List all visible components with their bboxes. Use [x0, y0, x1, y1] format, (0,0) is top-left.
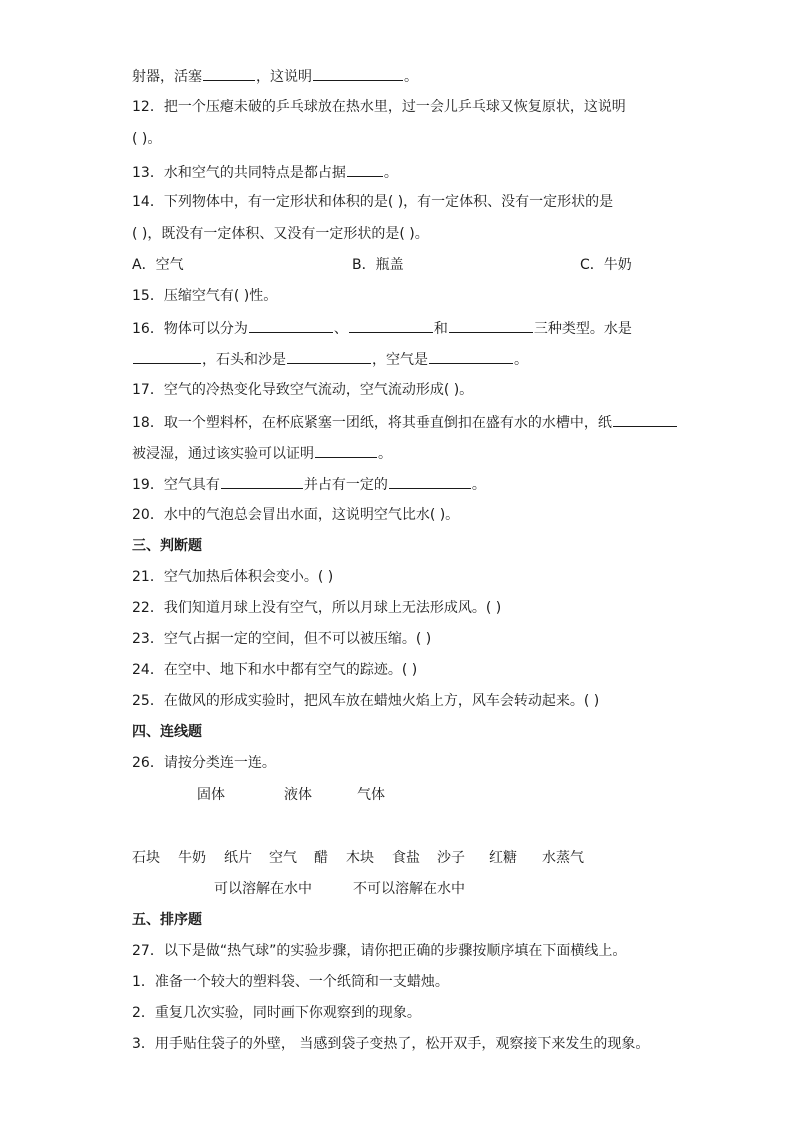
answer-blank[interactable]: [133, 349, 201, 364]
item-wood[interactable]: 木块: [346, 850, 374, 866]
q19-text-3: 。: [471, 477, 486, 493]
answer-blank[interactable]: [429, 349, 513, 364]
q16-text-5: ，石头和沙是: [202, 352, 286, 368]
q11-text-b: ，这说明: [256, 69, 312, 85]
q11-text-a: 射器，活塞: [132, 69, 202, 85]
q16-text-3: 和: [433, 321, 448, 337]
q16-text-4: 三种类型。水是: [533, 321, 632, 337]
option-c[interactable]: C．牛奶: [580, 257, 632, 273]
answer-blank[interactable]: [349, 318, 433, 333]
q19-text-1: 19．空气具有: [132, 477, 220, 493]
q16-text-2: 、: [333, 321, 348, 337]
item-air[interactable]: 空气: [269, 850, 297, 866]
item-sand[interactable]: 沙子: [437, 850, 465, 866]
category-soluble[interactable]: 可以溶解在水中: [214, 881, 312, 897]
q13-text: 13．水和空气的共同特点是都占据: [132, 165, 346, 181]
step-2: 2．重复几次实验，同时画下你观察到的现象。: [132, 1005, 421, 1021]
q15: 15．压缩空气有( )性。: [132, 288, 278, 304]
q19: [132, 474, 486, 494]
q16-line2: [132, 349, 528, 369]
q18-text-2: 被浸湿，通过该实验可以证明: [132, 446, 314, 462]
answer-blank[interactable]: [203, 66, 255, 81]
q13-end: 。: [383, 165, 398, 181]
section-3-heading: 三、判断题: [132, 538, 202, 554]
category-gas[interactable]: 气体: [357, 787, 385, 803]
q18-line2: [132, 443, 392, 463]
step-3: 3．用手贴住袋子的外壁， 当感到袋子变热了，松开双手，观察接下来发生的现象。: [132, 1036, 650, 1052]
q18-text-1: 18．取一个塑料杯，在杯底紧塞一团纸，将其垂直倒扣在盛有水的水槽中，纸: [132, 415, 612, 431]
answer-blank[interactable]: [313, 66, 403, 81]
q16-text-1: 16．物体可以分为: [132, 321, 248, 337]
q23: 23．空气占据一定的空间，但不可以被压缩。( ): [132, 631, 432, 647]
answer-blank[interactable]: [249, 318, 333, 333]
answer-blank[interactable]: [315, 443, 377, 458]
item-vinegar[interactable]: 醋: [314, 850, 328, 866]
q16-text-7: 。: [514, 352, 528, 368]
q22: 22．我们知道月球上没有空气，所以月球上无法形成风。( ): [132, 600, 502, 616]
item-milk[interactable]: 牛奶: [178, 850, 206, 866]
q12-line2: ( )。: [132, 131, 162, 147]
answer-blank[interactable]: [287, 349, 371, 364]
q20: 20．水中的气泡总会冒出水面，这说明空气比水( )。: [132, 507, 460, 523]
section-5-heading: 五、排序题: [132, 912, 202, 928]
answer-blank[interactable]: [347, 162, 383, 177]
item-paper[interactable]: 纸片: [224, 850, 252, 866]
q11-continuation: [132, 66, 418, 86]
category-liquid[interactable]: 液体: [284, 787, 312, 803]
q25: 25．在做风的形成实验时，把风车放在蜡烛火焰上方，风车会转动起来。( ): [132, 693, 600, 709]
category-insoluble[interactable]: 不可以溶解在水中: [353, 881, 465, 897]
q14-line1: 14．下列物体中，有一定形状和体积的是( )，有一定体积、没有一定形状的是: [132, 194, 614, 210]
q14-line2: ( )，既没有一定体积、又没有一定形状的是( )。: [132, 226, 429, 242]
q21: 21．空气加热后体积会变小。( ): [132, 569, 334, 585]
step-1: 1．准备一个较大的塑料袋、一个纸筒和一支蜡烛。: [132, 974, 449, 990]
option-b[interactable]: B．瓶盖: [352, 257, 404, 273]
q19-text-2: 并占有一定的: [303, 477, 388, 493]
item-water-vapor[interactable]: 水蒸气: [542, 850, 584, 866]
item-stone[interactable]: 石块: [132, 850, 160, 866]
answer-blank[interactable]: [221, 474, 303, 489]
category-solid[interactable]: 固体: [197, 787, 225, 803]
q13: [132, 162, 398, 182]
item-salt[interactable]: 食盐: [392, 850, 420, 866]
item-brown-sugar[interactable]: 红糖: [489, 850, 517, 866]
q12-line1: 12．把一个压瘪未破的乒乓球放在热水里，过一会儿乒乓球又恢复原状，这说明: [132, 99, 626, 115]
q11-text-c: 。: [404, 69, 418, 85]
answer-blank[interactable]: [613, 412, 677, 427]
q27: 27．以下是做“热气球”的实验步骤，请你把正确的步骤按顺序填在下面横线上。: [132, 943, 627, 959]
q18-text-3: 。: [378, 446, 392, 462]
answer-blank[interactable]: [449, 318, 533, 333]
section-4-heading: 四、连线题: [132, 724, 202, 740]
q17: 17．空气的冷热变化导致空气流动，空气流动形成( )。: [132, 382, 474, 398]
q24: 24．在空中、地下和水中都有空气的踪迹。( ): [132, 662, 418, 678]
q16-line1: [132, 318, 632, 338]
q26: 26．请按分类连一连。: [132, 755, 276, 771]
q18-line1: [132, 412, 678, 432]
answer-blank[interactable]: [389, 474, 471, 489]
q16-text-6: ，空气是: [372, 352, 428, 368]
option-a[interactable]: A．空气: [132, 257, 184, 273]
